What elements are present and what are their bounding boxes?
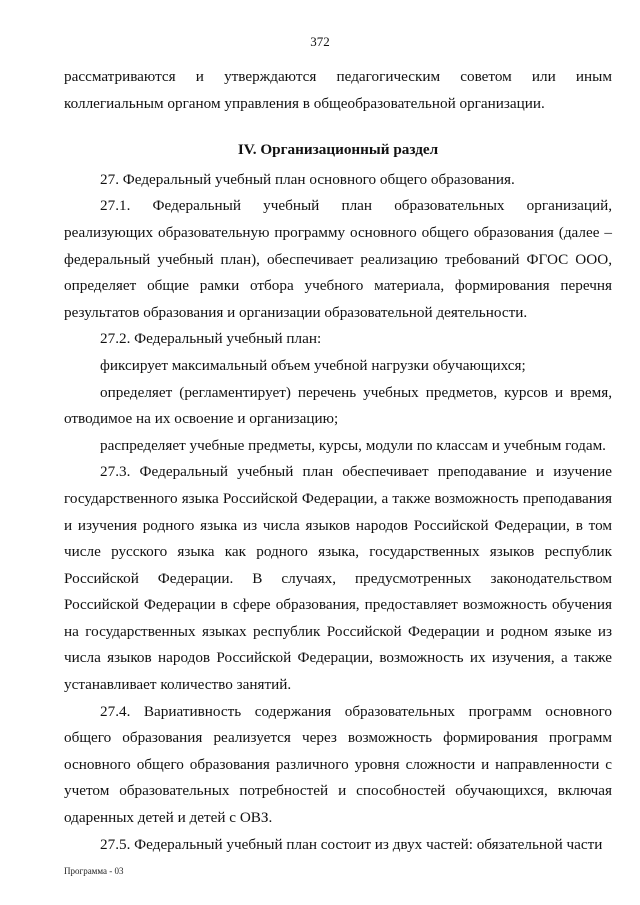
section-title: IV. Организационный раздел xyxy=(237,141,439,159)
paragraph-27-3: 27.3. Федеральный учебный план обеспечивает преподавание и изучение государственного языка Российской Федерации, а также возможность преподавания и изучения родного языка из числа языков народов Российской Федерации, в том числе русского языка как родного языка, государственных языков республик Российской Федерации. В случаях, предусмотренных законодательством Российской Федерации в сфере образования, предоставляет возможность обучения на государственных языках республик Российской Федерации и родном языке из числа языков народов Российской Федерации, возможность их изучения, а также устанавливает количество занятий. xyxy=(64,463,612,694)
page-number: 372 xyxy=(310,34,330,49)
list-item-fixes-load: фиксирует максимальный объем учебной нагрузки обучающихся; xyxy=(100,356,526,374)
paragraph-27-1: 27.1. Федеральный учебный план образовательных организаций, реализующих образовательную программу основного общего образования (далее – федеральный учебный план), обеспечивает реализацию требований ФГОС ООО, определяет общие рамки отбора учебного материала, формирования перечня результатов образования и организации образовательной деятельности. xyxy=(64,197,612,321)
footer-label: Программа - 03 xyxy=(64,866,124,876)
list-item-defines-subjects: определяет (регламентирует) перечень учебных предметов, курсов и время, отводимое на их освоение и организацию; xyxy=(64,383,612,428)
paragraph-27: 27. Федеральный учебный план основного общего образования. xyxy=(100,170,515,188)
paragraph-continuation: рассматриваются и утверждаются педагогическим советом или иным коллегиальным органом управления в общеобразовательной организации. xyxy=(64,68,612,112)
paragraph-27-4: 27.4. Вариативность содержания образовательных программ основного общего образования реализуется через возможность формирования программ основного общего образования различного уровня сложности и направленности с учетом образовательных потребностей и способностей обучающихся, включая одаренных детей и детей с ОВЗ. xyxy=(64,702,612,827)
paragraph-27-5: 27.5. Федеральный учебный план состоит из двух частей: обязательной части xyxy=(100,835,603,853)
paragraph-27-2: 27.2. Федеральный учебный план: xyxy=(100,330,322,348)
list-item-distributes-subjects: распределяет учебные предметы, курсы, модули по классам и учебным годам. xyxy=(100,436,606,454)
document-body xyxy=(64,64,612,858)
